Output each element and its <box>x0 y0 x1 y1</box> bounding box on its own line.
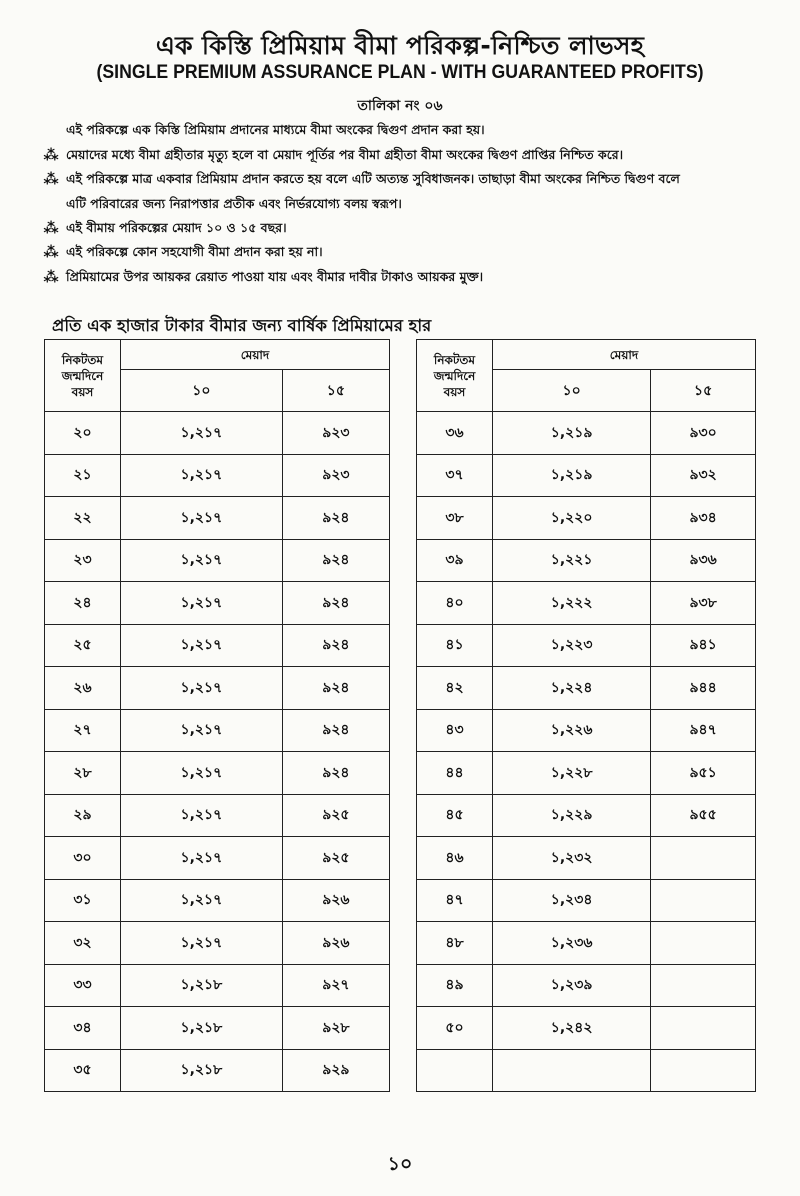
rate-10yr-cell: ১,২১৮ <box>121 1007 283 1050</box>
rate-10yr-cell: ১,২১৯ <box>493 454 651 497</box>
rate-15yr-cell <box>651 837 756 880</box>
rate-15yr-cell: ৯২৪ <box>282 539 389 582</box>
rate-15yr-cell: ৯৩০ <box>651 412 756 455</box>
rate-15yr-cell: ৯৫৫ <box>651 794 756 837</box>
feature-text: এই পরিকল্পে কোন সহযোগী বীমা প্রদান করা হয় না। <box>66 244 323 259</box>
rate-10yr-cell: ১,২২২ <box>493 582 651 625</box>
rate-10yr-cell: ১,২২৪ <box>493 667 651 710</box>
rate-15yr-cell <box>651 879 756 922</box>
page-title-bengali: এক কিস্তি প্রিমিয়াম বীমা পরিকল্প-নিশ্চিত লাভসহ <box>155 31 645 60</box>
feature-item <box>40 118 780 143</box>
age-cell: ২৪ <box>45 582 121 625</box>
table-row <box>45 582 390 625</box>
table-row <box>417 752 756 795</box>
rate-10yr-cell: ১,২২৮ <box>493 752 651 795</box>
rate-10yr-cell: ১,২২৯ <box>493 794 651 837</box>
age-cell: ৩৪ <box>45 1007 121 1050</box>
rate-15yr-cell: ৯৪১ <box>651 624 756 667</box>
table-row <box>45 624 390 667</box>
table-row <box>417 1049 756 1092</box>
table-row <box>45 497 390 540</box>
age-cell: ৪২ <box>417 667 493 710</box>
table-row <box>417 794 756 837</box>
table-row <box>417 624 756 667</box>
asterism-icon: ⁂ <box>43 218 59 237</box>
feature-item <box>40 265 780 290</box>
rate-10yr-cell <box>493 1049 651 1092</box>
table-row <box>45 454 390 497</box>
rate-15yr-cell: ৯২৫ <box>282 794 389 837</box>
term-header: মেয়াদ <box>493 340 756 370</box>
feature-item <box>40 216 780 241</box>
table-row <box>45 879 390 922</box>
rate-10yr-cell: ১,২১৭ <box>121 454 283 497</box>
rate-15yr-cell: ৯৪৪ <box>651 667 756 710</box>
table-row <box>417 582 756 625</box>
age-cell: ৩২ <box>45 922 121 965</box>
table-number: তালিকা নং ০৬ <box>357 98 443 114</box>
age-cell: ৪৪ <box>417 752 493 795</box>
table-row <box>45 922 390 965</box>
rate-table-right-body <box>417 412 756 1092</box>
table-row <box>417 412 756 455</box>
age-cell <box>417 1049 493 1092</box>
age-cell: ৪৩ <box>417 709 493 752</box>
rate-10yr-cell: ১,২১৭ <box>121 582 283 625</box>
feature-item <box>40 167 780 216</box>
table-row <box>45 412 390 455</box>
table-row <box>417 454 756 497</box>
page-number: ১০ <box>387 1153 413 1175</box>
age-cell: ৩৮ <box>417 497 493 540</box>
rate-10yr-cell: ১,২২০ <box>493 497 651 540</box>
rate-15yr-cell: ৯২৯ <box>282 1049 389 1092</box>
term-10-header: ১০ <box>493 370 651 412</box>
table-row <box>417 497 756 540</box>
age-cell: ৩৯ <box>417 539 493 582</box>
rate-15yr-cell <box>651 964 756 1007</box>
age-cell: ২৩ <box>45 539 121 582</box>
rate-10yr-cell: ১,২২৬ <box>493 709 651 752</box>
age-cell: ৪০ <box>417 582 493 625</box>
feature-text: এই পরিকল্পে মাত্র একবার প্রিমিয়াম প্রদান করতে হয় বলে এটি অত্যন্ত সুবিধাজনক। তাছাড়া বীমা অংকের নিশ্চিত দ্বিগুণ বলে <box>66 171 680 186</box>
table-row <box>45 752 390 795</box>
rate-15yr-cell: ৯৩৮ <box>651 582 756 625</box>
rate-10yr-cell: ১,২১৭ <box>121 709 283 752</box>
age-cell: ৩৫ <box>45 1049 121 1092</box>
asterism-icon: ⁂ <box>43 243 59 261</box>
asterism-icon: ⁂ <box>43 267 59 286</box>
rate-10yr-cell: ১,২২১ <box>493 539 651 582</box>
table-row <box>417 667 756 710</box>
feature-item <box>40 240 780 265</box>
rate-15yr-cell: ৯৫১ <box>651 752 756 795</box>
table-row <box>45 539 390 582</box>
asterism-icon: ⁂ <box>43 170 59 188</box>
rate-10yr-cell: ১,২১৭ <box>121 752 283 795</box>
page-title-english: (SINGLE PREMIUM ASSURANCE PLAN - WITH GUARANTEED PROFITS) <box>96 62 704 83</box>
age-cell: ২৭ <box>45 709 121 752</box>
age-cell: ৩৩ <box>45 964 121 1007</box>
rate-10yr-cell: ১,২১৮ <box>121 1049 283 1092</box>
rate-15yr-cell: ৯২৬ <box>282 879 389 922</box>
age-cell: ২৬ <box>45 667 121 710</box>
age-cell: ২০ <box>45 412 121 455</box>
feature-text: প্রিমিয়ামের উপর আয়কর রেয়াত পাওয়া যায় এবং বীমার দাবীর টাকাও আয়কর মুক্ত। <box>66 268 484 284</box>
rate-10yr-cell: ১,২১৭ <box>121 412 283 455</box>
rate-15yr-cell <box>651 1049 756 1092</box>
age-cell: ২২ <box>45 497 121 540</box>
rate-15yr-cell: ৯২৪ <box>282 582 389 625</box>
rate-10yr-cell: ১,২৩৯ <box>493 964 651 1007</box>
rate-10yr-cell: ১,২৩৪ <box>493 879 651 922</box>
rate-table-heading: প্রতি এক হাজার টাকার বীমার জন্য বার্ষিক প্রিমিয়ামের হার <box>52 316 432 335</box>
table-row <box>417 837 756 880</box>
rate-15yr-cell: ৯৩৬ <box>651 539 756 582</box>
feature-list <box>40 118 780 289</box>
age-cell: ৩৬ <box>417 412 493 455</box>
age-cell: ২১ <box>45 454 121 497</box>
term-header: মেয়াদ <box>121 340 390 370</box>
age-cell: ৩৭ <box>417 454 493 497</box>
table-row <box>45 667 390 710</box>
feature-text: এই পরিকল্পে এক কিস্তি প্রিমিয়াম প্রদানের মাধ্যমে বীমা অংকের দ্বিগুণ প্রদান করা হয়। <box>66 122 485 137</box>
rate-15yr-cell: ৯২৪ <box>282 624 389 667</box>
rate-10yr-cell: ১,২১৯ <box>493 412 651 455</box>
age-cell: ৩১ <box>45 879 121 922</box>
term-15-header: ১৫ <box>282 370 389 412</box>
rate-15yr-cell: ৯২৪ <box>282 497 389 540</box>
rate-10yr-cell: ১,২৩২ <box>493 837 651 880</box>
table-row <box>417 964 756 1007</box>
feature-item <box>40 143 780 168</box>
rate-table-left <box>44 339 390 1092</box>
rate-15yr-cell: ৯৪৭ <box>651 709 756 752</box>
table-row <box>417 539 756 582</box>
table-row <box>45 1007 390 1050</box>
rate-15yr-cell: ৯২৪ <box>282 667 389 710</box>
rate-10yr-cell: ১,২১৭ <box>121 497 283 540</box>
rate-15yr-cell: ৯২৬ <box>282 922 389 965</box>
age-cell: ৪৮ <box>417 922 493 965</box>
table-row <box>417 922 756 965</box>
rate-15yr-cell: ৯২৭ <box>282 964 389 1007</box>
age-header: নিকটতম জন্মদিনে বয়স <box>417 340 493 412</box>
rate-table-right <box>416 339 756 1092</box>
age-cell: ৫০ <box>417 1007 493 1050</box>
rate-15yr-cell: ৯২৩ <box>282 412 389 455</box>
age-cell: ৪৭ <box>417 879 493 922</box>
rate-10yr-cell: ১,২১৮ <box>121 964 283 1007</box>
table-row <box>45 964 390 1007</box>
table-row <box>45 709 390 752</box>
rate-15yr-cell: ৯২৫ <box>282 837 389 880</box>
feature-text: মেয়াদের মধ্যে বীমা গ্রহীতার মৃত্যু হলে বা মেয়াদ পূর্তির পর বীমা গ্রহীতা বীমা অংকের দ্বিগুণ প্রাপ্তির নিশ্চিত করে। <box>66 146 624 162</box>
feature-text-continued: এটি পরিবারের জন্য নিরাপত্তার প্রতীক এবং নির্ভরযোগ্য বলয় স্বরূপ। <box>66 195 402 211</box>
table-row <box>417 879 756 922</box>
age-cell: ৪১ <box>417 624 493 667</box>
age-cell: ২৫ <box>45 624 121 667</box>
table-row <box>45 1049 390 1092</box>
age-cell: ২৮ <box>45 752 121 795</box>
rate-10yr-cell: ১,২১৭ <box>121 879 283 922</box>
rate-table-left-body <box>45 412 390 1092</box>
table-row <box>45 837 390 880</box>
age-cell: ৪৬ <box>417 837 493 880</box>
rate-10yr-cell: ১,২১৭ <box>121 539 283 582</box>
rate-10yr-cell: ১,২১৭ <box>121 837 283 880</box>
age-header: নিকটতম জন্মদিনে বয়স <box>45 340 121 412</box>
rate-15yr-cell: ৯২৪ <box>282 709 389 752</box>
rate-10yr-cell: ১,২৩৬ <box>493 922 651 965</box>
rate-15yr-cell <box>651 922 756 965</box>
rate-15yr-cell: ৯২৮ <box>282 1007 389 1050</box>
rate-15yr-cell: ৯৩৪ <box>651 497 756 540</box>
term-10-header: ১০ <box>121 370 283 412</box>
age-cell: ২৯ <box>45 794 121 837</box>
table-row <box>417 709 756 752</box>
rate-10yr-cell: ১,২২৩ <box>493 624 651 667</box>
asterism-icon: ⁂ <box>43 145 59 164</box>
age-cell: ৪৯ <box>417 964 493 1007</box>
age-cell: ৪৫ <box>417 794 493 837</box>
term-15-header: ১৫ <box>651 370 756 412</box>
table-row <box>417 1007 756 1050</box>
age-cell: ৩০ <box>45 837 121 880</box>
rate-15yr-cell <box>651 1007 756 1050</box>
rate-10yr-cell: ১,২১৭ <box>121 922 283 965</box>
rate-10yr-cell: ১,২১৭ <box>121 667 283 710</box>
feature-text: এই বীমায় পরিকল্পের মেয়াদ ১০ ও ১৫ বছর। <box>66 219 287 235</box>
rate-10yr-cell: ১,২৪২ <box>493 1007 651 1050</box>
rate-15yr-cell: ৯২৩ <box>282 454 389 497</box>
rate-15yr-cell: ৯৩২ <box>651 454 756 497</box>
table-row <box>45 794 390 837</box>
rate-10yr-cell: ১,২১৭ <box>121 794 283 837</box>
rate-15yr-cell: ৯২৪ <box>282 752 389 795</box>
rate-10yr-cell: ১,২১৭ <box>121 624 283 667</box>
